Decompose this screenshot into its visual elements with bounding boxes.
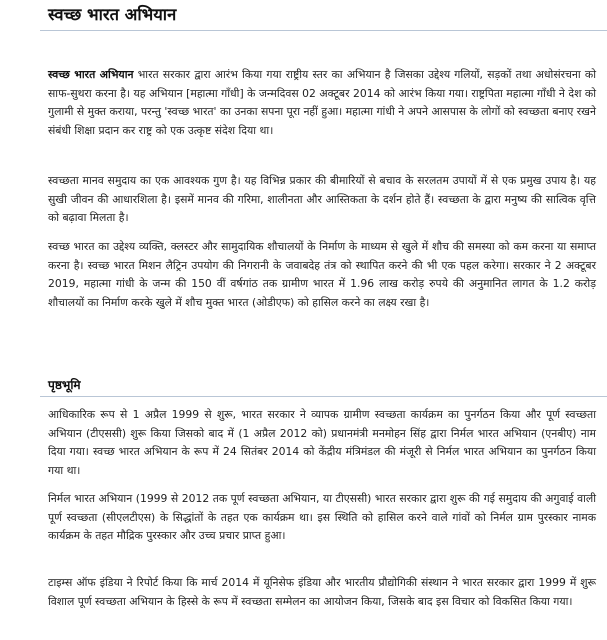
background-paragraph-2: निर्मल भारत अभियान (1999 से 2012 तक पूर्ण स्वच्छता अभियान, या टीएससी) भारत सरकार द्वारा शुरू की गई समुदाय की अगुवाई वाली पूर्ण स्वच्छता (सीएलटीएस) के सिद्धांतों के तहत एक कार्यक्रम था। इस स्थिति को हासिल करने वाले गांवों को निर्मल ग्राम पुरस्कार नामक कार्यक्रम के तहत मौद्रिक पुरस्कार और उच्च प्रचार प्राप्त हुआ। xyxy=(48,492,596,543)
background-paragraph-1: आधिकारिक रूप से 1 अप्रैल 1999 से शुरू, भारत सरकार ने व्यापक ग्रामीण स्वच्छता कार्यक्रम का पुनर्गठन किया और पूर्ण स्वच्छता अभियान (टीएससी) शुरू किया जिसको बाद में (1 अप्रैल 2012 को) प्रधानमंत्री मनमोहन सिंह द्वारा निर्मल भारत अभियान (एनबीए) नाम दिया गया। स्वच्छ भारत अभियान के रूप में 24 सितंबर 2014 को केंद्रीय मंत्रिमंडल की मंजूरी से निर्मल भारत अभियान का पुनर्गठन किया गया था। xyxy=(48,408,596,477)
section-divider xyxy=(40,396,607,397)
intro-paragraph-text: भारत सरकार द्वारा आरंभ किया गया राष्ट्रीय स्तर का अभियान है जिसका उद्देश्य गलियों, सड़कों तथा अधोसंरचना को साफ-सुथरा करना है। यह अभियान [महात्मा गाँधी] के जन्मदिवस 02 अक्टूबर 2014 को आरंभ किया गया। राष्ट्रपिता महात्मा गाँधी ने देश को गुलामी से मुक्त कराया, परन्तु 'स्वच्छ भारत' का उनका सपना पूरा नहीं हुआ। महात्मा गांधी ने अपने आसपास के लोगों को स्वच्छता बनाए रखने संबंधी शिक्षा प्रदान कर राष्ट्र को एक उत्कृष्ट संदेश दिया था। xyxy=(48,68,596,137)
background-paragraph-3: टाइम्स ऑफ इंडिया ने रिपोर्ट किया कि मार्च 2014 में यूनिसेफ इंडिया और भारतीय प्रौद्योगिकी संस्थान ने भारत सरकार द्वारा 1999 में शुरू विशाल पूर्ण स्वच्छता अभियान के हिस्से के रूप में स्वच्छता सम्मेलन का आयोजन किया, जिसके बाद इस विचार को विकसित किया गया। xyxy=(48,576,596,608)
cleanliness-paragraph: स्वच्छता मानव समुदाय का एक आवश्यक गुण है। यह विभिन्न प्रकार की बीमारियों से बचाव के सरलतम उपायों में से एक प्रमुख उपाय है। यह सुखी जीवन की आधारशिला है। इसमें मानव की गरिमा, शालीनता और आस्तिकता के दर्शन होते हैं। स्वच्छता के द्वारा मनुष्य की सात्विक वृत्ति को बढ़ावा मिलता है। xyxy=(48,174,596,225)
lead-bold-text: स्वच्छ भारत अभियान xyxy=(48,68,134,81)
title-divider xyxy=(40,30,607,31)
objective-paragraph: स्वच्छ भारत का उद्देश्य व्यक्ति, क्लस्टर और सामुदायिक शौचालयों के निर्माण के माध्यम से खुले में शौच की समस्या को कम करना या समाप्त करना है। स्वच्छ भारत मिशन लैट्रिन उपयोग की निगरानी के जवाबदेह तंत्र को स्थापित करने की भी एक पहल करेगा। सरकार ने 2 अक्टूबर 2019, महात्मा गांधी के जन्म की 150 वीं वर्षगांठ तक ग्रामीण भारत में 1.96 लाख करोड़ रुपये की अनुमानित लागत के 1.2 करोड़ शौचालयों का निर्माण करके खुले में शौच मुक्त भारत (ओडीएफ) को हासिल करने का लक्ष्य रखा है। xyxy=(48,240,596,309)
intro-paragraph xyxy=(48,66,596,140)
background-heading: पृष्ठभूमि xyxy=(48,378,81,392)
page-title: स्वच्छ भारत अभियान xyxy=(48,5,177,24)
